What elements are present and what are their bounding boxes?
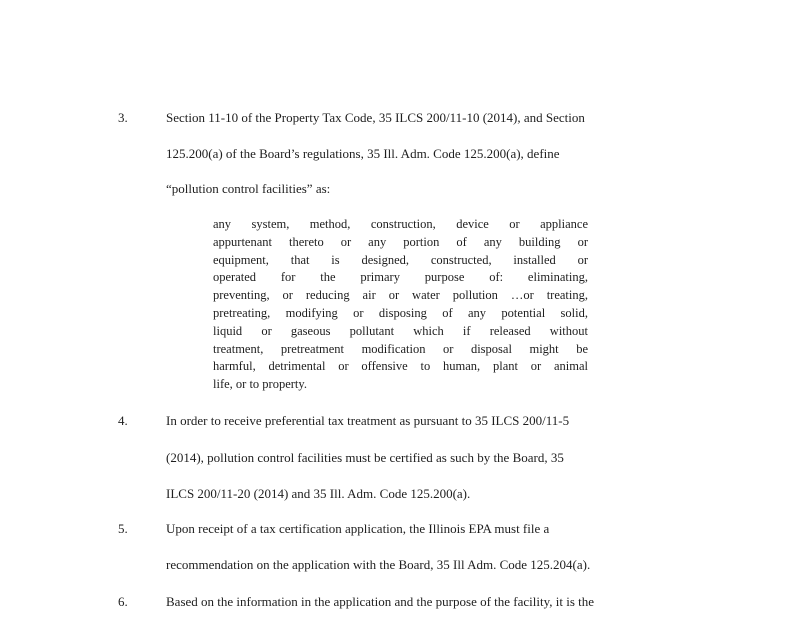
- paragraph-number: 4.: [118, 413, 128, 428]
- quote-line: preventing, or reducing air or water pollution …or treating,: [213, 288, 588, 303]
- paragraph-line: In order to receive preferential tax treatment as pursuant to 35 ILCS 200/11-5: [166, 413, 570, 428]
- paragraph-number: 6.: [118, 594, 128, 609]
- paragraph-line: recommendation on the application with the Board, 35 Ill Adm. Code 125.204(a).: [166, 557, 591, 572]
- quote-line: appurtenant thereto or any portion of any building or: [213, 234, 588, 249]
- quote-line: life, or to property.: [213, 377, 307, 392]
- quote-line: treatment, pretreatment modification or disposal might be: [213, 341, 588, 356]
- paragraph-line: (2014), pollution control facilities must be certified as such by the Board, 35: [166, 450, 564, 465]
- quote-line: liquid or gaseous pollutant which if released without: [213, 323, 588, 338]
- quote-line: harmful, detrimental or offensive to human, plant or animal: [213, 359, 588, 374]
- paragraph-line: Upon receipt of a tax certification application, the Illinois EPA must file a: [166, 521, 550, 536]
- paragraph-line: “pollution control facilities” as:: [166, 181, 331, 196]
- quote-line: equipment, that is designed, constructed, installed or: [213, 252, 588, 267]
- paragraph-line: Section 11-10 of the Property Tax Code, 35 ILCS 200/11-10 (2014), and Section: [166, 110, 585, 125]
- paragraph-number: 3.: [118, 110, 128, 125]
- paragraph-line: 125.200(a) of the Board’s regulations, 35 Ill. Adm. Code 125.200(a), define: [166, 146, 560, 161]
- paragraph-line: ILCS 200/11-20 (2014) and 35 Ill. Adm. Code 125.200(a).: [166, 486, 471, 501]
- quote-line: pretreating, modifying or disposing of any potential solid,: [213, 305, 588, 320]
- quote-line: operated for the primary purpose of: eliminating,: [213, 270, 588, 285]
- block-quote: [213, 216, 588, 394]
- paragraph-number: 5.: [118, 521, 128, 536]
- quote-line: any system, method, construction, device or appliance: [213, 217, 588, 231]
- paragraph-line: Based on the information in the application and the purpose of the facility, it is the: [166, 594, 595, 609]
